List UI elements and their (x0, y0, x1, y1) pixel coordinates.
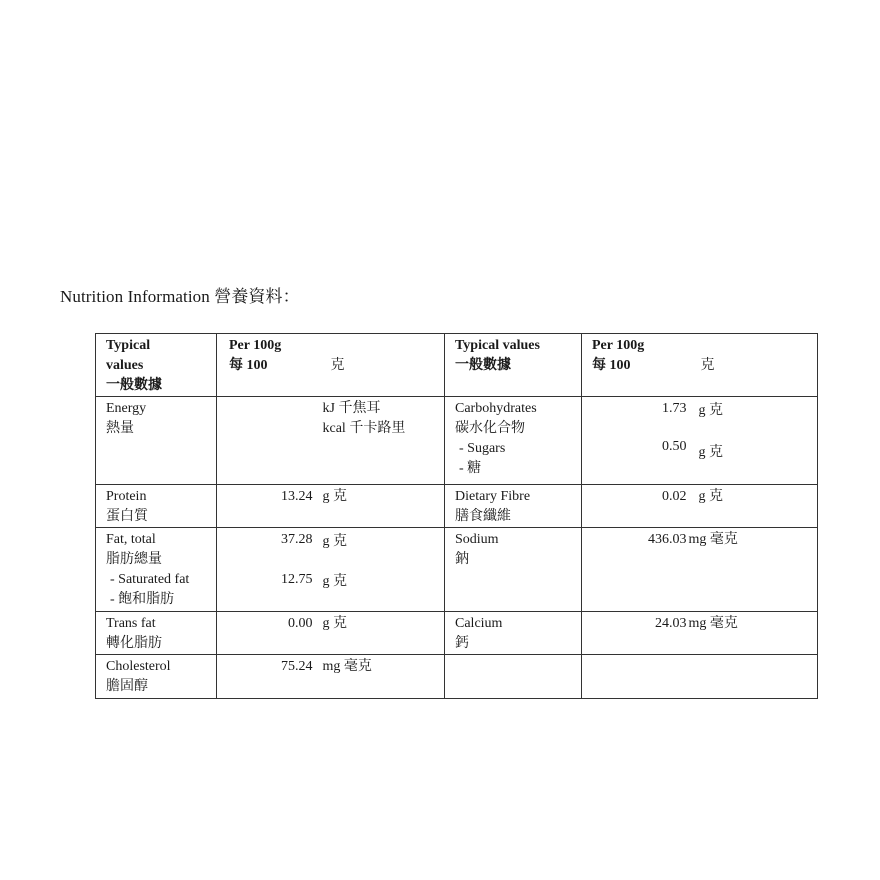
nutrient-name-cell (445, 612, 582, 655)
nutrient-unit: g 克 (322, 574, 347, 589)
nutrient-name: 脂肪總量 (106, 552, 162, 567)
header-left-label-line: values (106, 358, 144, 373)
nutrient-value-cell (217, 485, 313, 528)
table-row (96, 397, 818, 485)
header-left-label-line: 一般數據 (106, 378, 162, 393)
nutrient-name: - Saturated fat (110, 572, 190, 587)
table-row (96, 528, 818, 612)
nutrient-unit: mg 毫克 (688, 616, 738, 631)
nutrient-value: 37.28 (281, 532, 313, 547)
nutrient-name-cell (96, 655, 217, 699)
nutrient-unit: kJ 千焦耳 (322, 401, 381, 416)
table-row (96, 612, 818, 655)
nutrient-value: 0.50 (662, 439, 687, 454)
nutrient-unit: kcal 千卡路里 (322, 421, 406, 436)
nutrient-value-cell (582, 485, 687, 528)
nutrient-name: Cholesterol (106, 659, 171, 674)
nutrient-unit: g 克 (322, 489, 347, 504)
table-row (96, 655, 818, 699)
nutrient-unit-cell (313, 528, 445, 612)
nutrient-unit-cell (687, 485, 818, 528)
nutrient-value: 24.03 (655, 616, 687, 631)
header-right-label-line: 一般數據 (455, 358, 511, 373)
nutrient-name: Sodium (455, 532, 499, 547)
nutrient-value-cell (582, 397, 687, 485)
header-left-unit (313, 334, 445, 397)
nutrient-name-cell (96, 485, 217, 528)
nutrient-value-cell (582, 528, 687, 612)
nutrient-unit: g 克 (322, 616, 347, 631)
nutrient-unit: g 克 (698, 445, 723, 460)
header-left-per (217, 334, 313, 397)
nutrient-name-cell (96, 528, 217, 612)
nutrient-unit-cell (313, 485, 445, 528)
nutrient-unit-cell (313, 655, 445, 699)
nutrient-value-cell (217, 528, 313, 612)
header-left-label (96, 334, 217, 397)
nutrient-value: 1.73 (662, 401, 687, 416)
nutrient-name: 蛋白質 (106, 509, 148, 524)
nutrient-value-cell (217, 612, 313, 655)
header-right-per (582, 334, 687, 397)
header-left-per-line: 每 100 (229, 358, 268, 373)
header-right-unit-text: 克 (700, 358, 715, 373)
header-right-per-line: Per 100g (592, 338, 645, 353)
nutrient-value: 12.75 (281, 572, 313, 587)
header-left-per-line: Per 100g (229, 338, 282, 353)
header-right-per-line: 每 100 (592, 358, 631, 373)
header-right-unit (687, 334, 818, 397)
nutrient-name: 碳水化合物 (455, 421, 525, 436)
nutrient-name: 轉化脂肪 (106, 636, 162, 651)
nutrient-value-cell (217, 655, 313, 699)
nutrient-unit-cell (313, 397, 445, 485)
nutrient-name: - 糖 (459, 461, 482, 476)
header-right-label-line: Typical values (455, 338, 540, 353)
empty-cell (582, 655, 687, 699)
nutrient-value: 0.00 (288, 616, 313, 631)
nutrient-unit-cell (687, 397, 818, 485)
nutrient-unit: g 克 (698, 403, 723, 418)
nutrient-name-cell (445, 528, 582, 612)
nutrient-name: Fat, total (106, 532, 156, 547)
header-row (96, 334, 818, 397)
document-title: Nutrition Information 營養資料： (60, 287, 300, 306)
nutrient-value: 13.24 (281, 489, 313, 504)
nutrient-unit-cell (313, 612, 445, 655)
empty-cell (687, 655, 818, 699)
nutrient-unit-cell (687, 612, 818, 655)
nutrient-name-cell (445, 397, 582, 485)
nutrient-name: Energy (106, 401, 147, 416)
nutrient-name: Protein (106, 489, 147, 504)
nutrient-name: 熱量 (106, 421, 134, 436)
nutrient-name: Calcium (455, 616, 503, 631)
nutrient-unit: g 克 (698, 489, 723, 504)
nutrient-value: 436.03 (648, 532, 687, 547)
nutrient-name: Trans fat (106, 616, 156, 631)
nutrient-name: 膽固醇 (106, 679, 148, 694)
nutrient-value-cell (582, 612, 687, 655)
nutrient-name: - Sugars (459, 441, 506, 456)
nutrition-table (95, 333, 818, 699)
nutrient-unit: g 克 (322, 534, 347, 549)
nutrient-value-cell (217, 397, 313, 485)
nutrient-value: 0.02 (662, 489, 687, 504)
nutrient-name-cell (96, 612, 217, 655)
empty-cell (445, 655, 582, 699)
nutrient-unit: mg 毫克 (688, 532, 738, 547)
nutrient-name: 膳食纖維 (455, 509, 511, 524)
nutrient-name-cell (96, 397, 217, 485)
table-row (96, 485, 818, 528)
nutrient-value: 75.24 (281, 659, 313, 674)
nutrient-name: - 飽和脂肪 (110, 592, 175, 607)
nutrient-unit-cell (687, 528, 818, 612)
nutrient-name-cell (445, 485, 582, 528)
header-left-label-line: Typical (106, 338, 151, 353)
header-right-label (445, 334, 582, 397)
nutrient-name: 鈣 (455, 636, 469, 651)
nutrient-name: Dietary Fibre (455, 489, 531, 504)
nutrient-name: Carbohydrates (455, 401, 537, 416)
header-left-unit-text: 克 (330, 358, 345, 373)
nutrient-name: 鈉 (455, 552, 469, 567)
nutrient-unit: mg 毫克 (322, 659, 372, 674)
